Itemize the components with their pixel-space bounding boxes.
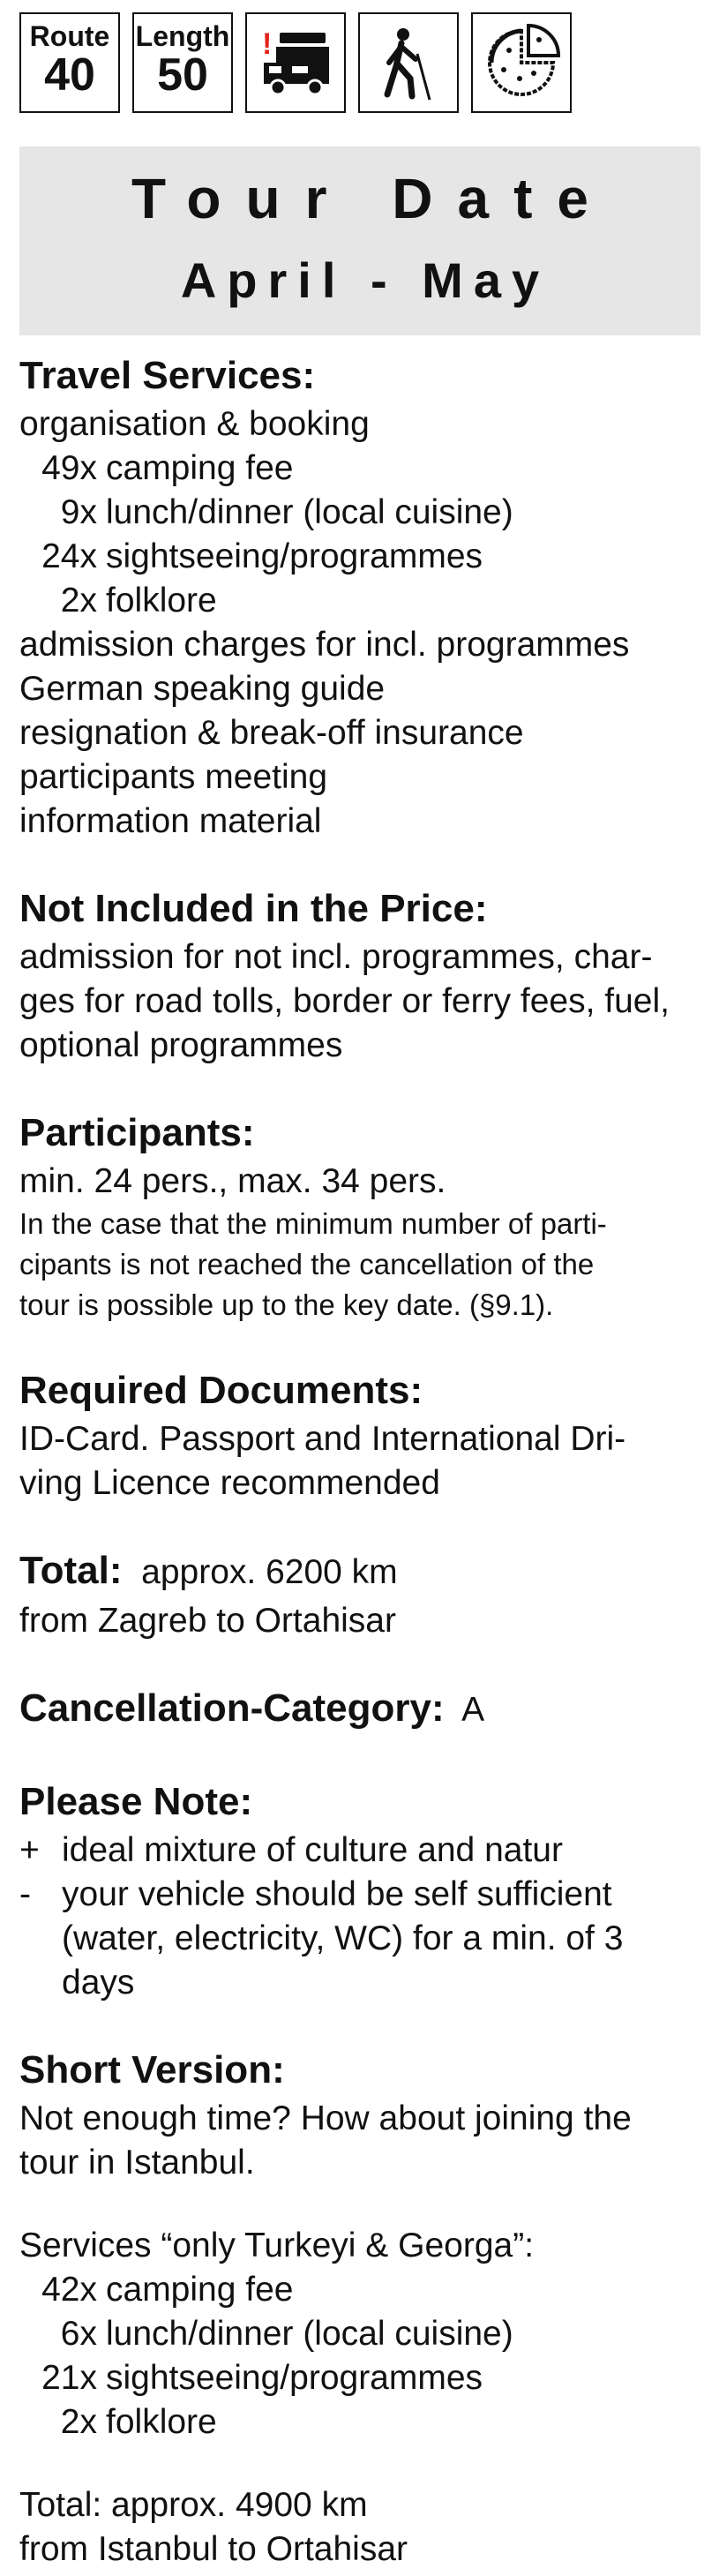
documents-heading: Required Documents: xyxy=(19,1369,423,1412)
note-item xyxy=(19,1873,704,2005)
service-line: resignation & break-off insurance xyxy=(19,714,524,752)
short-service-item xyxy=(19,2400,704,2445)
short-version-heading: Short Version: xyxy=(19,2048,285,2092)
travel-services-heading: Travel Services: xyxy=(19,354,316,397)
not-included-line: optional programmes xyxy=(19,1026,343,1064)
note-text: your vehicle should be self sufficient xyxy=(62,1875,612,1913)
short-intro: Not enough time? How about joining the xyxy=(19,2099,632,2137)
note-item xyxy=(19,1829,704,1873)
note-text: ideal mixture of culture and natur xyxy=(62,1831,563,1869)
short-service-item xyxy=(19,2268,704,2312)
note-text: days xyxy=(62,1964,135,2001)
service-line: German speaking guide xyxy=(19,670,386,708)
service-qty: 21x xyxy=(41,2359,97,2397)
service-qty: 42x xyxy=(41,2271,97,2309)
service-text: sightseeing/programmes xyxy=(106,2359,483,2397)
service-text: camping fee xyxy=(106,449,294,487)
pizza-icon xyxy=(471,12,572,113)
cancellation-value: A xyxy=(461,1691,485,1729)
service-item xyxy=(19,535,704,579)
service-text: folklore xyxy=(106,582,217,620)
length-number: 50 xyxy=(157,49,208,101)
service-qty: 2x xyxy=(60,2403,97,2441)
short-route: from Istanbul to Ortahisar xyxy=(19,2530,408,2568)
service-line: information material xyxy=(19,802,322,840)
short-service-item xyxy=(19,2312,704,2356)
total-heading: Total: xyxy=(19,1549,123,1592)
participants-note: tour is possible up to the key date. (§9.1). xyxy=(19,1288,554,1321)
hiking-icon xyxy=(358,12,459,113)
service-qty: 9x xyxy=(60,493,97,531)
documents-line: ving Licence recommended xyxy=(19,1464,440,1502)
route-number: 40 xyxy=(44,49,95,101)
participants-heading: Participants: xyxy=(19,1111,255,1154)
total-route: from Zagreb to Ortahisar xyxy=(19,1602,396,1640)
service-text: sightseeing/programmes xyxy=(106,537,483,575)
service-text: lunch/dinner (local cuisine) xyxy=(106,493,513,531)
service-qty: 24x xyxy=(41,537,97,575)
service-text: lunch/dinner (local cuisine) xyxy=(106,2315,513,2353)
cancellation-line xyxy=(19,1682,704,1737)
tour-details xyxy=(19,349,704,2572)
length-badge xyxy=(132,12,233,113)
service-item xyxy=(19,447,704,491)
please-note-heading: Please Note: xyxy=(19,1780,253,1823)
documents-line: ID-Card. Passport and International Dri- xyxy=(19,1420,626,1458)
short-intro: tour in Istanbul. xyxy=(19,2144,255,2182)
note-mark: + xyxy=(19,1831,40,1869)
service-text: folklore xyxy=(106,2403,217,2441)
service-text: camping fee xyxy=(106,2271,294,2309)
route-label: Route xyxy=(29,20,110,52)
length-label: Length xyxy=(135,20,230,52)
participants-note: cipants is not reached the cancellation of the xyxy=(19,1248,595,1280)
service-line: admission charges for incl. programmes xyxy=(19,626,630,664)
service-line: organisation & booking xyxy=(19,405,370,443)
note-text: (water, electricity, WC) for a min. of 3 xyxy=(62,1919,624,1957)
participants-note: In the case that the minimum number of parti- xyxy=(19,1207,607,1240)
camper-warning-icon xyxy=(245,12,346,113)
icon-row xyxy=(19,12,572,116)
participants-range: min. 24 pers., max. 34 pers. xyxy=(19,1162,446,1200)
cancellation-heading: Cancellation-Category: xyxy=(19,1686,445,1730)
banner-title: Tour Date xyxy=(131,167,613,230)
tour-date-banner xyxy=(19,146,700,335)
service-item xyxy=(19,491,704,535)
warning-mark: ! xyxy=(262,27,273,61)
short-services-label: Services “only Turkeyi & Georga”: xyxy=(19,2227,535,2264)
total-value: approx. 6200 km xyxy=(141,1553,398,1591)
service-qty: 6x xyxy=(60,2315,97,2353)
route-badge xyxy=(19,12,120,113)
banner-subtitle: April - May xyxy=(180,252,550,308)
note-mark: - xyxy=(19,1875,31,1913)
total-line xyxy=(19,1544,704,1599)
not-included-line: admission for not incl. programmes, char- xyxy=(19,938,653,976)
service-qty: 49x xyxy=(41,449,97,487)
service-line: participants meeting xyxy=(19,758,328,796)
service-qty: 2x xyxy=(60,582,97,620)
service-item xyxy=(19,579,704,623)
not-included-line: ges for road tolls, border or ferry fees, fuel, xyxy=(19,982,670,1020)
short-total: Total: approx. 4900 km xyxy=(19,2486,368,2524)
not-included-heading: Not Included in the Price: xyxy=(19,887,488,930)
short-service-item xyxy=(19,2356,704,2400)
